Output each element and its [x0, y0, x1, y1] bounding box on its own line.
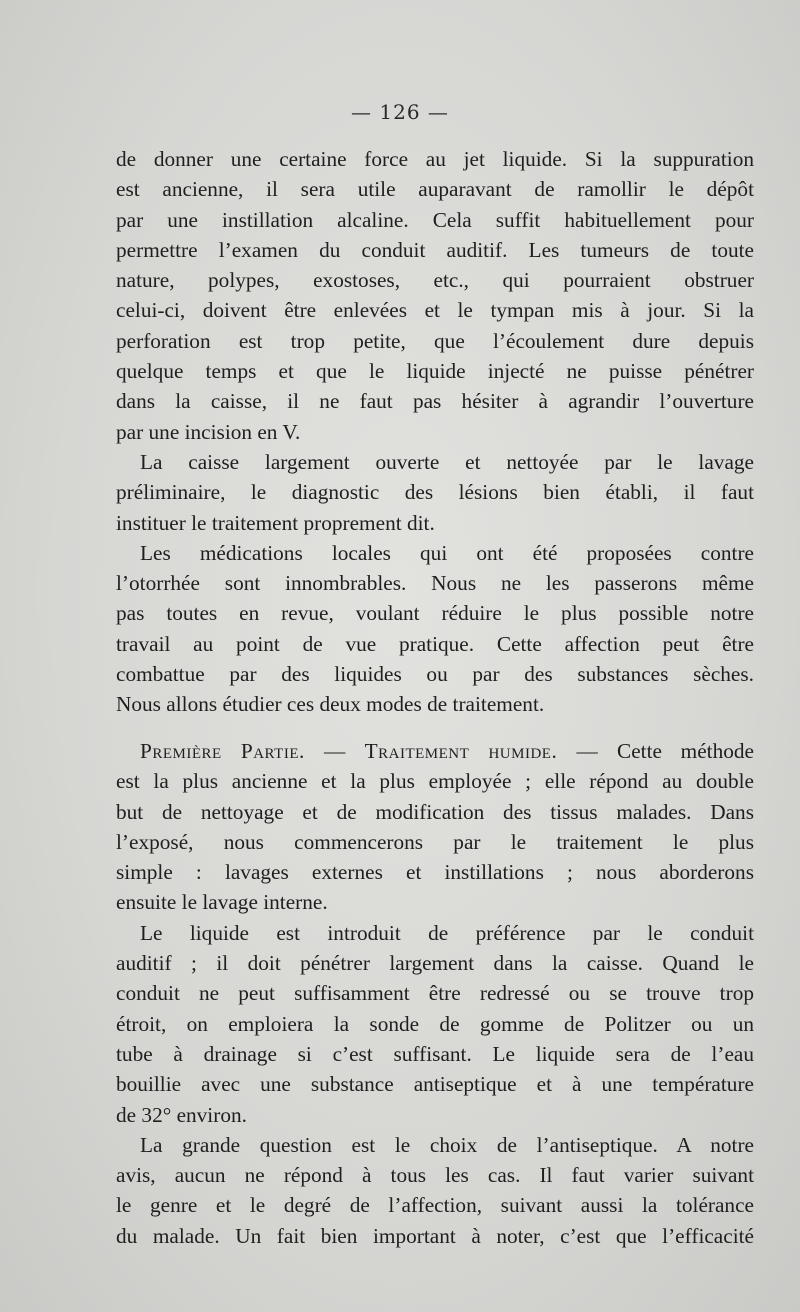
text-line: auditif ; il doit pénétrer largement dans la caisse. Quand le: [116, 951, 754, 976]
text-line: instituer le traitement proprement dit.: [116, 510, 435, 535]
text-line: avis, aucun ne répond à tous les cas. Il faut varier suivant: [116, 1163, 754, 1188]
text-line: Le liquide est introduit de préférence par le conduit: [140, 920, 754, 945]
text-line: nature, polypes, exostoses, etc., qui pourraient obstruer: [116, 268, 754, 293]
text-line: La grande question est le choix de l’antiseptique. A notre: [140, 1132, 754, 1157]
text-line: est ancienne, il sera utile auparavant de ramollir le dépôt: [116, 177, 754, 202]
text-line: par une instillation alcaline. Cela suffit habituellement pour: [116, 207, 754, 232]
text-line: par une incision en V.: [116, 419, 301, 444]
text-line: simple : lavages externes et instillations ; nous aborderons: [116, 860, 754, 885]
text-line: du malade. Un fait bien important à noter, c’est que l’efficacité: [116, 1223, 754, 1248]
section-heading: Première Partie. — Traitement humide. —: [140, 739, 599, 763]
text-line: est la plus ancienne et la plus employée ; elle répond au double: [116, 769, 754, 794]
text-line: de donner une certaine force au jet liquide. Si la suppuration: [116, 147, 754, 171]
text-line: Nous allons étudier ces deux modes de traitement.: [116, 692, 545, 717]
text-line: celui-ci, doivent être enlevées et le tympan mis à jour. Si la: [116, 298, 754, 323]
text-line: tube à drainage si c’est suffisant. Le liquide sera de l’eau: [116, 1041, 754, 1066]
text-line: permettre l’examen du conduit auditif. Les tumeurs de toute: [116, 237, 754, 262]
text-line: travail au point de vue pratique. Cette affection peut être: [116, 631, 754, 656]
heading-continuation: Cette méthode: [598, 739, 754, 763]
text-line: perforation est trop petite, que l’écoulement dure depuis: [116, 328, 754, 353]
text-line: La caisse largement ouverte et nettoyée par le lavage: [140, 449, 754, 474]
text-line: but de nettoyage et de modification des tissus malades. Dans: [116, 799, 754, 824]
text-line: dans la caisse, il ne faut pas hésiter à agrandir l’ouverture: [116, 389, 754, 414]
section-heading-line: [116, 736, 754, 766]
text-line: quelque temps et que le liquide injecté ne puisse pénétrer: [116, 359, 754, 384]
text-block-treatment: [116, 736, 754, 1251]
text-line: ensuite le lavage interne.: [116, 890, 328, 915]
text-line: combattue par des liquides ou par des substances sèches.: [116, 662, 754, 687]
text-line: étroit, on emploiera la sonde de gomme de Politzer ou un: [116, 1011, 754, 1036]
text-line: pas toutes en revue, voulant réduire le plus possible notre: [116, 601, 754, 626]
text-line: Les médications locales qui ont été proposées contre: [140, 540, 754, 565]
text-line: l’exposé, nous commencerons par le traitement le plus: [116, 829, 754, 854]
text-line: l’otorrhée sont innombrables. Nous ne les passerons même: [116, 571, 754, 596]
text-line: préliminaire, le diagnostic des lésions bien établi, il faut: [116, 480, 754, 505]
text-line: bouillie avec une substance antiseptique et à une température: [116, 1072, 754, 1097]
text-line: conduit ne peut suffisamment être redressé ou se trouve trop: [116, 981, 754, 1006]
text-block-intro: [116, 144, 754, 720]
text-line: le genre et le degré de l’affection, suivant aussi la tolérance: [116, 1193, 754, 1218]
text-line: de 32° environ.: [116, 1102, 247, 1127]
page-number: — 126 —: [351, 100, 449, 124]
